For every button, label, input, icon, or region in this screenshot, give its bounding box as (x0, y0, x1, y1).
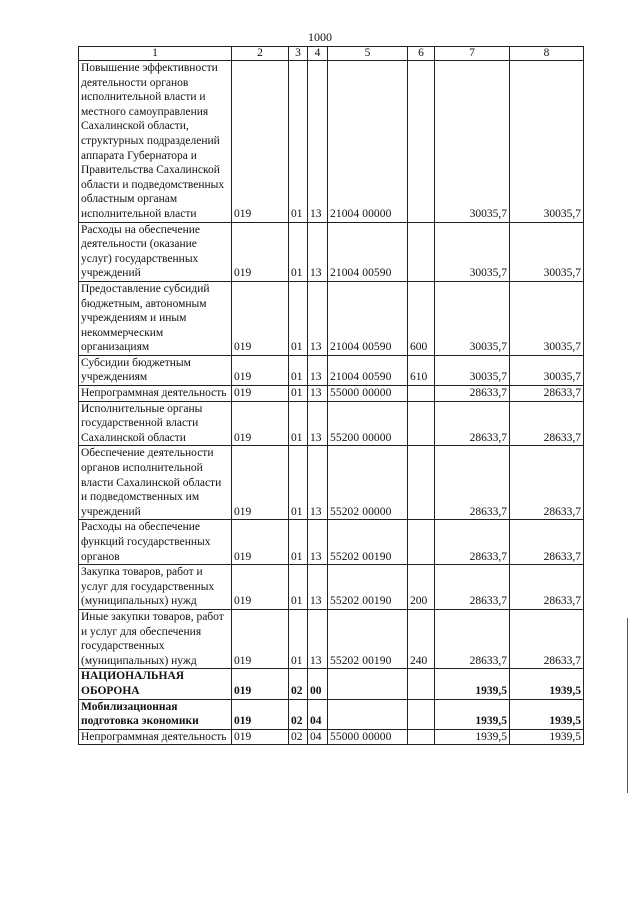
table-row (79, 401, 584, 446)
target-article-cell: 55202 00190 (328, 520, 408, 565)
header-cell: 2 (232, 47, 289, 61)
section-cell: 01 (289, 355, 308, 385)
amount-cell: 30035,7 (435, 61, 510, 223)
amount-cell: 28633,7 (510, 609, 584, 668)
expense-type-cell (408, 61, 435, 223)
grbs-cell: 019 (232, 355, 289, 385)
section-cell: 01 (289, 446, 308, 520)
amount-cell: 28633,7 (435, 401, 510, 446)
row-name-cell: Обеспечение деятельности органов исполнительной власти Сахалинской области и подведомственных им учреждений (79, 446, 232, 520)
expense-type-cell (408, 401, 435, 446)
section-cell: 01 (289, 609, 308, 668)
amount-cell: 30035,7 (510, 281, 584, 355)
target-article-cell: 21004 00590 (328, 355, 408, 385)
subsection-cell: 13 (308, 565, 328, 610)
row-name-cell: Исполнительные органы государственной власти Сахалинской области (79, 401, 232, 446)
amount-cell: 1939,5 (510, 699, 584, 729)
target-article-cell: 21004 00000 (328, 61, 408, 223)
section-cell: 02 (289, 669, 308, 699)
amount-cell: 1939,5 (510, 669, 584, 699)
amount-cell: 28633,7 (510, 386, 584, 402)
section-cell: 01 (289, 281, 308, 355)
amount-cell: 28633,7 (510, 446, 584, 520)
amount-cell: 1939,5 (435, 729, 510, 745)
target-article-cell: 21004 00590 (328, 281, 408, 355)
row-name-cell: Повышение эффективности деятельности органов исполнительной власти и местного самоуправления Сахалинской области, структурных подразделений аппарата Губернатора и Правительства Сахалинской области и подведомственных областным органам исполнительной власти (79, 61, 232, 223)
expense-type-cell (408, 446, 435, 520)
amount-cell: 28633,7 (510, 520, 584, 565)
section-cell: 01 (289, 401, 308, 446)
amount-cell: 30035,7 (435, 355, 510, 385)
row-name-cell: Непрограммная деятельность (79, 729, 232, 745)
section-cell: 01 (289, 565, 308, 610)
row-name-cell: Мобилизационная подготовка экономики (79, 699, 232, 729)
subsection-cell: 13 (308, 61, 328, 223)
table-row (79, 565, 584, 610)
target-article-cell: 55000 00000 (328, 729, 408, 745)
margin-mark (627, 618, 628, 793)
grbs-cell: 019 (232, 281, 289, 355)
table-row (79, 355, 584, 385)
section-cell: 01 (289, 520, 308, 565)
section-cell: 01 (289, 222, 308, 281)
row-name-cell: Предоставление субсидий бюджетным, автономным учреждениям и иным некоммерческим организациям (79, 281, 232, 355)
amount-cell: 28633,7 (435, 609, 510, 668)
table-row (79, 609, 584, 668)
amount-cell: 28633,7 (435, 386, 510, 402)
header-cell: 6 (408, 47, 435, 61)
row-name-cell: Расходы на обеспечение функций государственных органов (79, 520, 232, 565)
header-cell: 7 (435, 47, 510, 61)
header-row (79, 47, 584, 61)
amount-cell: 28633,7 (435, 520, 510, 565)
expense-type-cell: 200 (408, 565, 435, 610)
target-article-cell: 55202 00190 (328, 609, 408, 668)
section-cell: 01 (289, 61, 308, 223)
row-name-cell: Расходы на обеспечение деятельности (оказание услуг) государственных учреждений (79, 222, 232, 281)
amount-cell: 28633,7 (510, 565, 584, 610)
subsection-cell: 04 (308, 699, 328, 729)
header-cell: 8 (510, 47, 584, 61)
expense-type-cell (408, 669, 435, 699)
amount-cell: 30035,7 (510, 355, 584, 385)
table-row (79, 446, 584, 520)
table-row (79, 699, 584, 729)
budget-table (78, 46, 584, 745)
section-cell: 01 (289, 386, 308, 402)
section-cell: 02 (289, 699, 308, 729)
expense-type-cell (408, 729, 435, 745)
table-row (79, 669, 584, 699)
expense-type-cell (408, 222, 435, 281)
amount-cell: 30035,7 (435, 281, 510, 355)
grbs-cell: 019 (232, 446, 289, 520)
amount-cell: 1939,5 (435, 669, 510, 699)
amount-cell: 1939,5 (510, 729, 584, 745)
grbs-cell: 019 (232, 61, 289, 223)
grbs-cell: 019 (232, 729, 289, 745)
grbs-cell: 019 (232, 609, 289, 668)
subsection-cell: 13 (308, 609, 328, 668)
table-row (79, 222, 584, 281)
table-row (79, 729, 584, 745)
subsection-cell: 13 (308, 355, 328, 385)
table-row (79, 386, 584, 402)
grbs-cell: 019 (232, 699, 289, 729)
target-article-cell: 55200 00000 (328, 401, 408, 446)
amount-cell: 28633,7 (435, 446, 510, 520)
expense-type-cell (408, 699, 435, 729)
target-article-cell: 21004 00590 (328, 222, 408, 281)
table-row (79, 520, 584, 565)
subsection-cell: 13 (308, 222, 328, 281)
row-name-cell: Субсидии бюджетным учреждениям (79, 355, 232, 385)
grbs-cell: 019 (232, 520, 289, 565)
target-article-cell: 55000 00000 (328, 386, 408, 402)
amount-cell: 1939,5 (435, 699, 510, 729)
header-cell: 3 (289, 47, 308, 61)
subsection-cell: 00 (308, 669, 328, 699)
subsection-cell: 13 (308, 281, 328, 355)
table-row (79, 281, 584, 355)
grbs-cell: 019 (232, 386, 289, 402)
subsection-cell: 13 (308, 386, 328, 402)
expense-type-cell (408, 386, 435, 402)
subsection-cell: 13 (308, 520, 328, 565)
header-cell: 4 (308, 47, 328, 61)
row-name-cell: Непрограммная деятельность (79, 386, 232, 402)
subsection-cell: 04 (308, 729, 328, 745)
target-article-cell: 55202 00000 (328, 446, 408, 520)
amount-cell: 30035,7 (435, 222, 510, 281)
expense-type-cell (408, 520, 435, 565)
target-article-cell: 55202 00190 (328, 565, 408, 610)
grbs-cell: 019 (232, 401, 289, 446)
target-article-cell (328, 669, 408, 699)
header-cell: 1 (79, 47, 232, 61)
amount-cell: 28633,7 (435, 565, 510, 610)
section-cell: 02 (289, 729, 308, 745)
table-row (79, 61, 584, 223)
header-cell: 5 (328, 47, 408, 61)
amount-cell: 28633,7 (510, 401, 584, 446)
row-name-cell: НАЦИОНАЛЬНАЯ ОБОРОНА (79, 669, 232, 699)
expense-type-cell: 240 (408, 609, 435, 668)
grbs-cell: 019 (232, 669, 289, 699)
subsection-cell: 13 (308, 401, 328, 446)
row-name-cell: Закупка товаров, работ и услуг для государственных (муниципальных) нужд (79, 565, 232, 610)
grbs-cell: 019 (232, 222, 289, 281)
grbs-cell: 019 (232, 565, 289, 610)
page-number: 1000 (308, 30, 332, 44)
amount-cell: 30035,7 (510, 61, 584, 223)
target-article-cell (328, 699, 408, 729)
subsection-cell: 13 (308, 446, 328, 520)
amount-cell: 30035,7 (510, 222, 584, 281)
expense-type-cell: 600 (408, 281, 435, 355)
row-name-cell: Иные закупки товаров, работ и услуг для обеспечения государственных (муниципальных) нужд (79, 609, 232, 668)
expense-type-cell: 610 (408, 355, 435, 385)
